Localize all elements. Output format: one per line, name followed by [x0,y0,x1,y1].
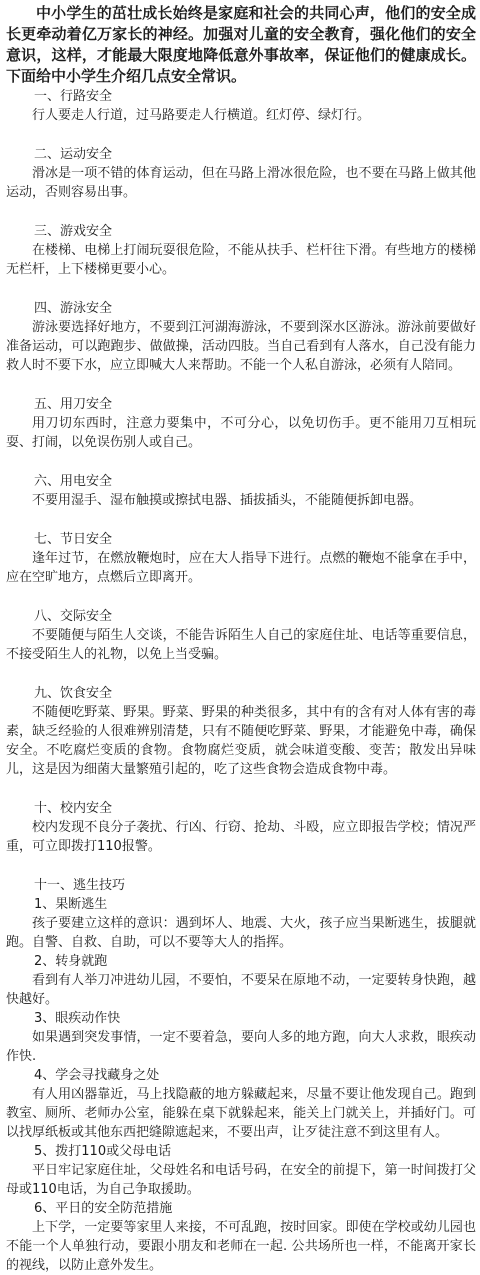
section-escape-skills [6,876,476,1275]
section-road-safety [6,87,476,125]
section-text: 逢年过节，在燃放鞭炮时，应在大人指导下进行。点燃的鞭炮不能拿在手中，应在空旷地方，点燃后立即离开。 [6,551,476,585]
section-text: 行人要走人行道，过马路要走人行横道。红灯停、绿灯行。 [32,108,371,123]
subsection-text: 有人用凶器靠近，马上找隐蔽的地方躲藏起来，尽量不要让他发现自己。跑到教室、厕所、老师办公室，能躲在桌下就躲起来，能关上门就关上，并插好门。可以找厚纸板或其他东西把缝隙遮起来，不要出声，让歹徒注意不到这里有人。 [6,1087,476,1140]
section-heading: 四、游泳安全 [34,301,113,316]
subsection-title: 5、拨打110或父母电话 [34,1144,172,1159]
section-text: 用刀切东西时，注意力要集中，不可分心，以免切伤手。更不能用刀互相玩耍、打闹，以免误伤别人或自己。 [6,416,476,450]
section-text: 在楼梯、电梯上打闹玩耍很危险，不能从扶手、栏杆往下滑。有些地方的楼梯无栏杆，上下楼梯更要小心。 [6,243,476,277]
section-heading: 六、用电安全 [34,474,113,489]
section-heading: 十、校内安全 [34,801,113,816]
section-heading: 一、行路安全 [34,89,113,104]
section-play-safety [6,222,476,279]
section-knife-safety [6,395,476,452]
section-swimming-safety [6,299,476,375]
section-text: 校内发现不良分子袭扰、行凶、行窃、抢劫、斗殴，应立即报告学校；情况严重，可立即拨打110报警。 [6,820,476,854]
section-heading: 五、用刀安全 [34,397,113,412]
intro-paragraph: 中小学生的茁壮成长始终是家庭和社会的共同心声，他们的安全成长更牵动着亿万家长的神经。加强对儿童的安全教育，强化他们的安全意识，这样，才能最大限度地降低意外事故率，保证他们的健康成长。下面给中小学生介绍几点安全常识。 [6,4,476,85]
section-heading: 十一、逃生技巧 [34,878,126,893]
subsection-text: 孩子要建立这样的意识：遇到坏人、地震、大火，孩子应当果断逃生，拔腿就跑。自警、自救、自助，可以不要等大人的指挥。 [6,916,476,950]
subsection-text: 上下学，一定要等家里人来接，不可乱跑，按时回家。即使在学校或幼儿园也不能一个人单独行动，要跟小朋友和老师在一起. 公共场所也一样，不能离开家长的视线，以防止意外发生。 [6,1220,476,1273]
section-text: 不要随便与陌生人交谈，不能告诉陌生人自己的家庭住址、电话等重要信息，不接受陌生人的礼物，以免上当受骗。 [6,628,476,662]
section-social-safety [6,607,476,664]
subsection-title: 4、学会寻找藏身之处 [34,1068,160,1083]
section-heading: 二、运动安全 [34,147,113,162]
section-heading: 九、饮食安全 [34,686,113,701]
section-food-safety [6,684,476,779]
section-sports-safety [6,145,476,202]
subsection-text: 如果遇到突发事情，一定不要着急，要向人多的地方跑，向大人求救，眼疾动作快. [6,1030,476,1064]
subsection-text: 平日牢记家庭住址，父母姓名和电话号码，在安全的前提下，第一时间拨打父母或110电话，为自己争取援助。 [6,1163,476,1197]
subsection-title: 2、转身就跑 [34,954,108,969]
section-school-safety [6,799,476,856]
section-heading: 七、节日安全 [34,532,113,547]
section-heading: 三、游戏安全 [34,224,113,239]
section-heading: 八、交际安全 [34,609,113,624]
section-text: 滑冰是一项不错的体育运动，但在马路上滑冰很危险，也不要在马路上做其他运动，否则容易出事。 [6,166,476,200]
section-electricity-safety [6,472,476,510]
section-text: 游泳要选择好地方，不要到江河湖海游泳，不要到深水区游泳。游泳前要做好准备运动，可以跑跑步、做做操，活动四肢。当自己看到有人落水，自己没有能力救人时不要下水，应立即喊大人来帮助。不能一个人私自游泳，必须有人陪同。 [6,320,476,373]
section-text: 不要用湿手、湿布触摸或擦拭电器、插拔插头，不能随便拆卸电器。 [32,493,423,508]
subsection-title: 6、平日的安全防范措施 [34,1201,173,1216]
section-text: 不随便吃野菜、野果。野菜、野果的种类很多，其中有的含有对人体有害的毒素，缺乏经验的人很难辨别清楚，只有不随便吃野菜、野果，才能避免中毒，确保安全。不吃腐烂变质的食物。食物腐烂变质，就会味道变酸、变苦；散发出异味儿，这是因为细菌大量繁殖引起的，吃了这些食物会造成食物中毒。 [6,705,476,777]
section-holiday-safety [6,530,476,587]
subsection-title: 1、果断逃生 [34,897,108,912]
subsection-text: 看到有人举刀冲进幼儿园，不要怕，不要呆在原地不动，一定要转身快跑，越快越好。 [6,973,476,1007]
subsection-title: 3、眼疾动作快 [34,1011,121,1026]
